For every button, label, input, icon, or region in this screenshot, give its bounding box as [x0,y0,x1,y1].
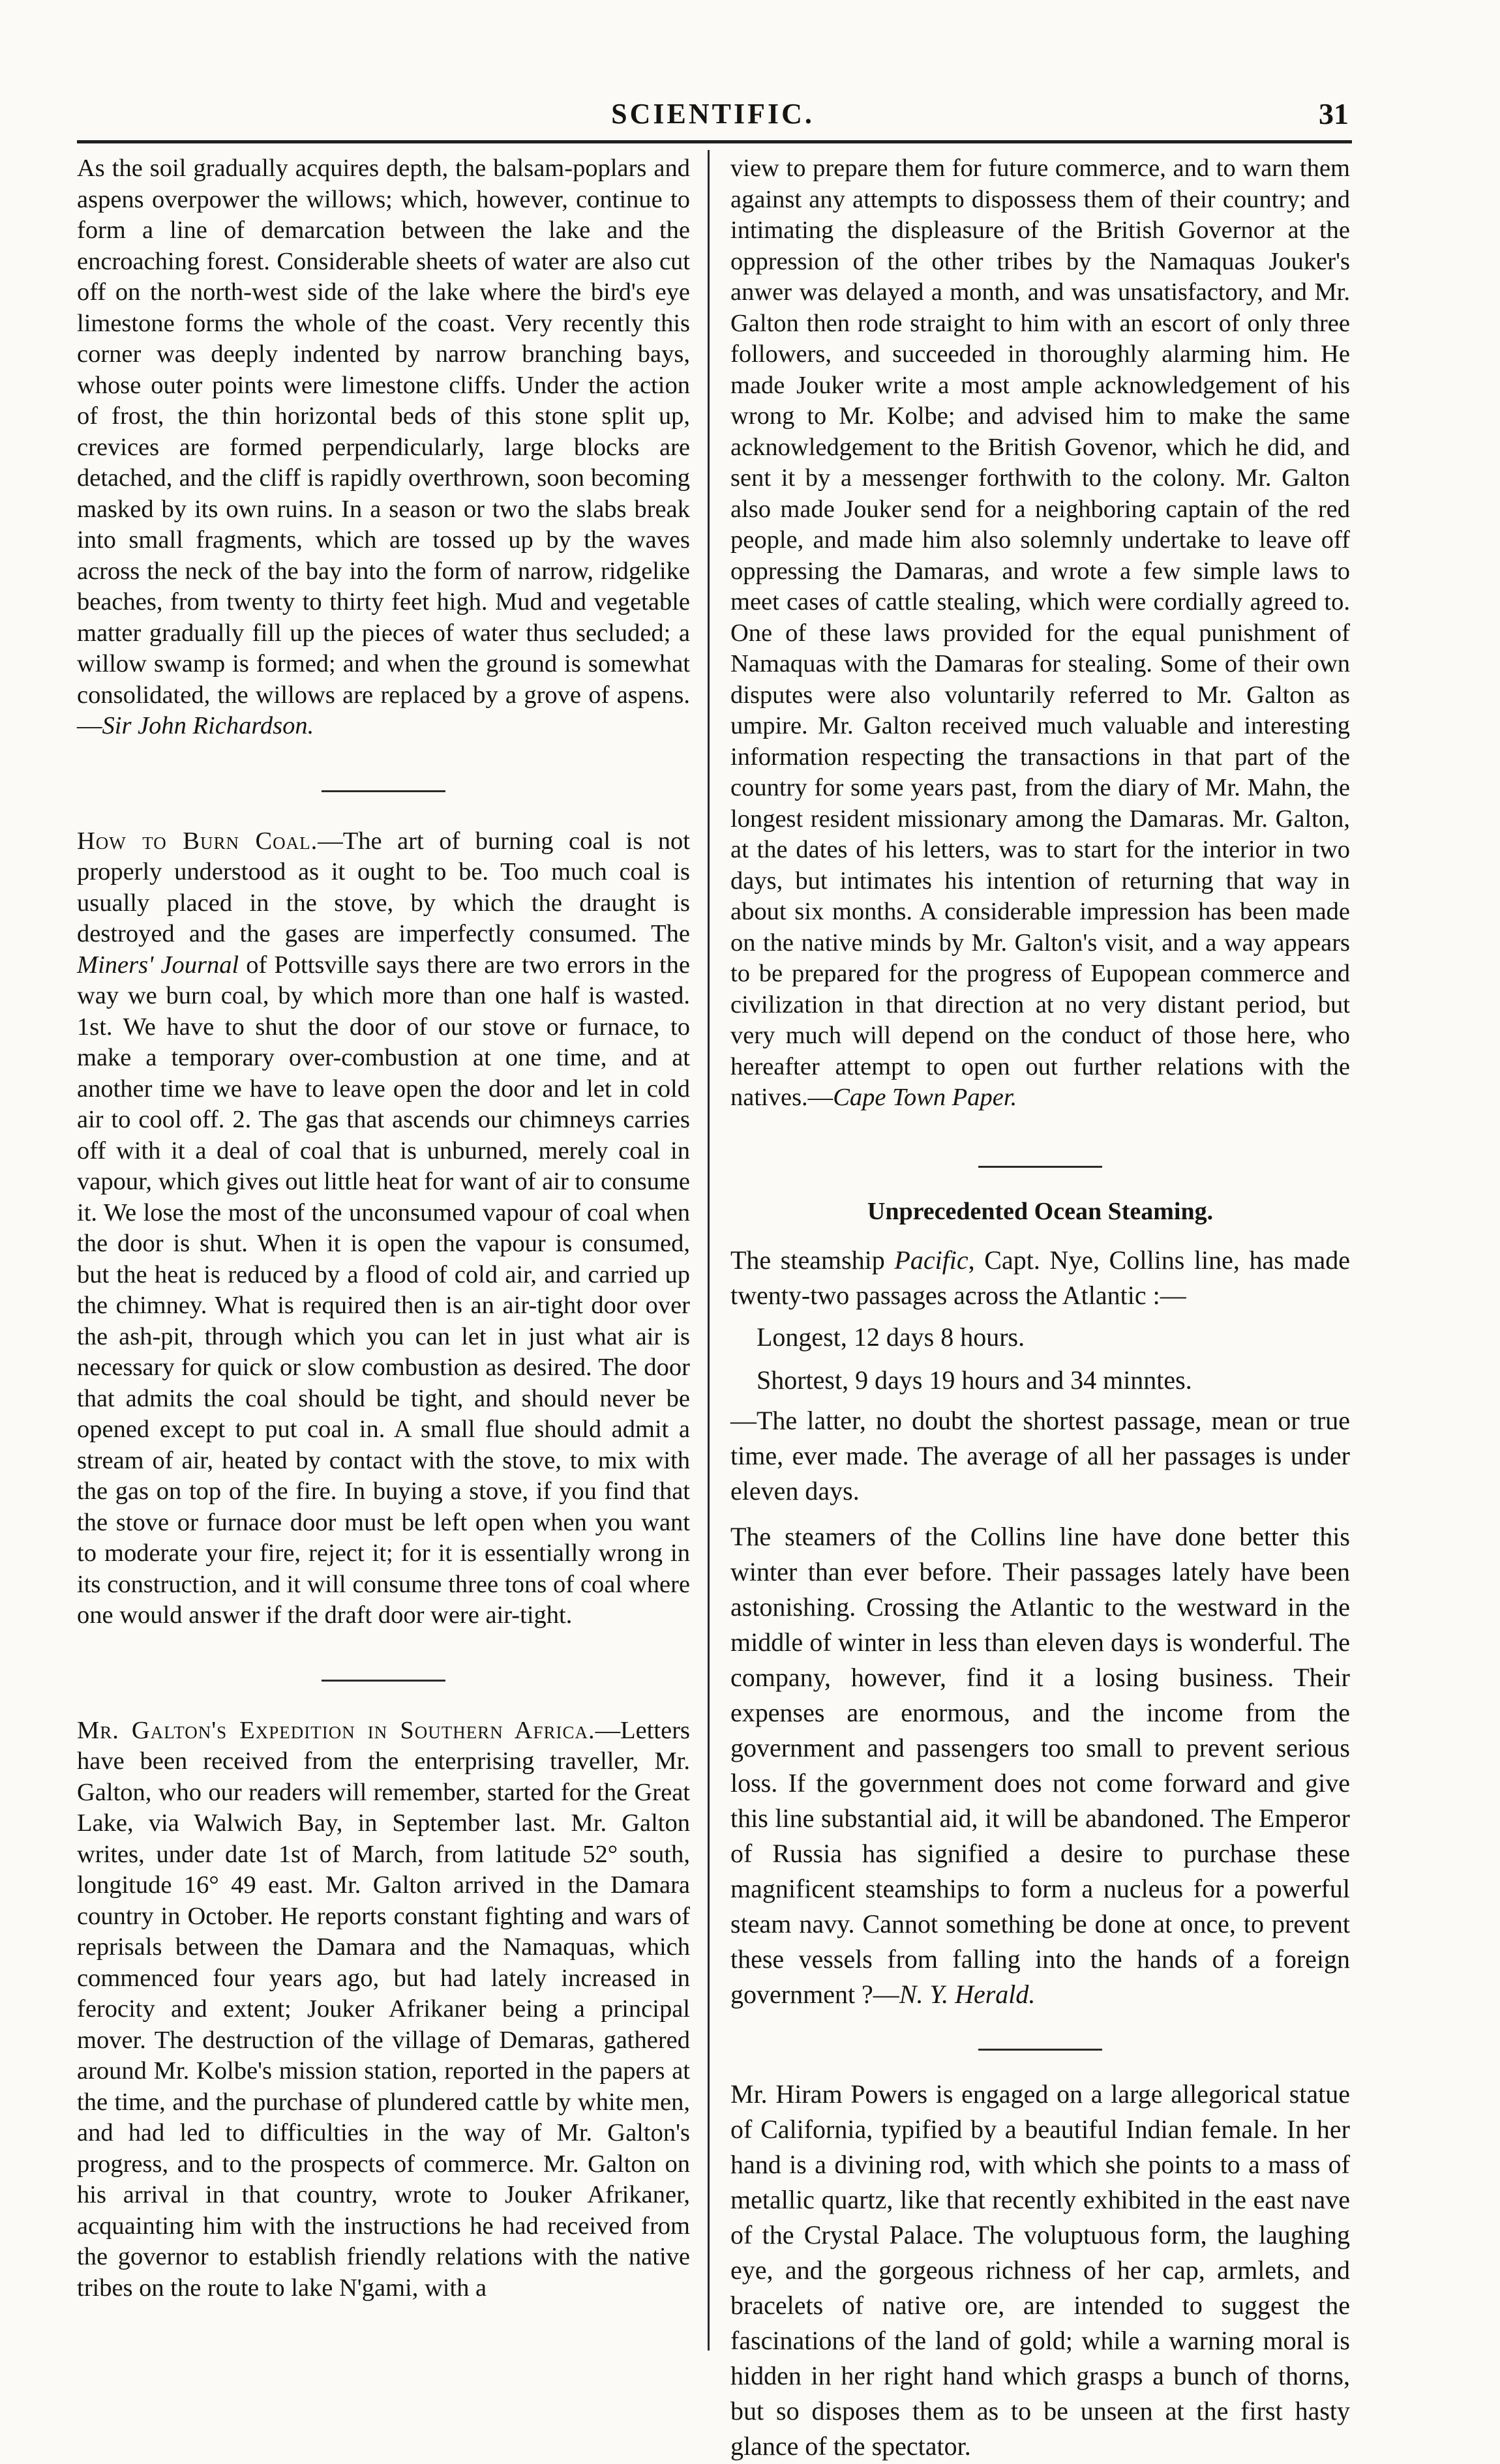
article-separator [978,2049,1102,2051]
right-column [730,153,1350,2464]
article-heading: How to Burn Coal. [77,827,318,855]
longest-passage: Longest, 12 days 8 hours. [757,1322,1025,1352]
article-hiram-powers [730,2077,1350,2464]
article-paragraph: Mr. Hiram Powers is engaged on a large allegorical statue of California, typified by a beautiful Indian female. In her hand is a divining rod, with which she points to a mass of metallic quartz, like that recently exhibited in the east nave of the Crystal Palace. The voluptuous form, the laughing eye, and the gorgeous richness of her cap, armlets, and bracelets of native ore, are intended to suggest the fascinations of the land of gold; while a warning moral is hidden in her right hand which grasps a bunch of thorns, but so disposes them as to be unseen at the first hasty glance of the spectator. [730,2079,1350,2461]
running-head: SCIENTIFIC. [611,98,815,130]
article-paragraph: view to prepare them for future commerce, and to warn them against any attempts to dispossess them of their country; and intimating the displeasure of the British Governor at the oppression of the other tribes by the Namaquas Jouker's anwer was delayed a month, and was unsatisfactory, and Mr. Galton then rode straight to him with an escort of only three followers, and succeeded in thoroughly alarming him. He made Jouker write a most ample acknowledgement of his wrong to Mr. Kolbe; and advised him to make the same acknowledgement to the British Govenor, which he did, and sent it by a messenger forthwith to the colony. Mr. Galton also made Jouker send for a neighboring captain of the red people, and made him also solemnly undertake to leave off oppressing the Damaras, and wrote a few simple laws to meet cases of cattle stealing, which were cordially agreed to. One of these laws provided for the equal punishment of Namaquas with the Damaras for stealing. Some of their own disputes were also voluntarily referred to Mr. Galton as umpire. Mr. Galton received much valuable and interesting information respecting the transactions in that part of the country for some years past, from the diary of Mr. Mahn, the longest resident missionary among the Damaras. Mr. Galton, at the dates of his letters, was to start for the interior in two days, but intimates his intention of returning that way in about six months. A considerable impression has been made on the native minds by Mr. Galton's visit, and a way appears to be prepared for the progress of Eupopean commerce and civilization in that direction at no very distant period, but very much will depend on the conduct of those here, who hereafter attempt to open out further relations with the natives.—Cape Town Paper. [730,155,1350,1111]
page-number: 31 [1319,97,1349,130]
article-paragraph: How to Burn Coal.—The art of burning coal is not properly understood as it ought to be. Too much coal is usually placed in the stove, by which the draught is destroyed and the gases are imperfectly consumed. The Miners' Journal of Pottsville says there are two errors in the way we burn coal, by which more than one half is wasted. 1st. We have to shut the door of our stove or furnace, to make a temporary over-combustion at one time, and at another time we have to leave open the door and let in cold air to cool off. 2. The gas that ascends our chimneys carries off with it a deal of coal that is unburned, merely coal in vapour, which gives out little heat for want of air to consume it. We lose the most of the unconsumed vapour of coal when the door is shut. When it is open the vapour is consumed, but the heat is reduced by a flood of cold air, and carried up the chimney. What is required then is an air-tight door over the ash-pit, through which you can let in just what air is necessary for quick or slow combustion as desired. The door that admits the coal should be tight, and should never be opened except to put coal in. A small flue should admit a stream of air, heated by contact with the stove, to mix with the gas on top of the fire. In buying a stove, if you find that the stove or furnace door must be left open when you want to moderate your fire, reject it; for it is essentially wrong in its construction, and it will consume three tons of coal where one would answer if the draft door were air-tight. [77,827,690,1629]
article-title: Unprecedented Ocean Steaming. [867,1197,1214,1225]
article-paragraph: The steamship Pacific, Capt. Nye, Collins line, has made twenty-two passages across the Atlantic :— [730,1245,1350,1310]
shortest-passage: Shortest, 9 days 19 hours and 34 minntes. [757,1365,1192,1395]
article-aspens [77,153,690,742]
article-separator [978,1166,1102,1168]
attribution: Cape Town Paper. [833,1084,1017,1111]
article-galton-expedition [77,1715,690,2304]
article-heading: Mr. Galton's Expedition in Southern Africa. [77,1716,595,1744]
attribution: Sir John Richardson. [102,712,314,739]
article-paragraph: —The latter, no doubt the shortest passage, mean or true time, ever made. The average of all her passages is under eleven days. [730,1406,1350,1506]
journal-name: Miners' Journal [77,951,239,979]
column-divider [708,150,710,2351]
article-burn-coal [77,826,690,1631]
article-separator [322,1680,445,1682]
page-header [77,91,1349,137]
article-ocean-steaming [730,1196,1350,2013]
article-paragraph: As the soil gradually acquires depth, the balsam-poplars and aspens overpower the willows; which, however, continue to form a line of demarcation between the lake and the encroaching forest. Considerable sheets of water are also cut off on the north-west side of the lake where the bird's eye limestone forms the whole of the coast. Very recently this corner was deeply indented by narrow branching bays, whose outer points were limestone cliffs. Under the action of frost, the thin horizontal beds of this stone split up, crevices are formed perpendicularly, large blocks are detached, and the cliff is rapidly overthrown, soon becoming masked by its own ruins. In a season or two the slabs break into small fragments, which are tossed up by the waves across the neck of the bay into the form of narrow, ridgelike beaches, from twenty to thirty feet high. Mud and vegetable matter gradually fill up the pieces of water thus secluded; a willow swamp is formed; and when the ground is somewhat consolidated, the willows are replaced by a grove of aspens.—Sir John Richardson. [77,155,690,739]
ship-name: Pacific [894,1245,968,1275]
article-galton-continued [730,153,1350,1114]
header-rule [77,140,1352,143]
attribution: N. Y. Herald. [899,1980,1036,2009]
left-column [77,153,690,2304]
article-paragraph: Mr. Galton's Expedition in Southern Africa.—Letters have been received from the enterprising traveller, Mr. Galton, who our readers will remember, started for the Great Lake, via Walwich Bay, in September last. Mr. Galton writes, under date 1st of March, from latitude 52° south, longitude 16° 49 east. Mr. Galton arrived in the Damara country in October. He reports constant fighting and wars of reprisals between the Damara and the Namaquas, which commenced four years ago, but had lately increased in ferocity and extent; Jouker Afrikaner being a principal mover. The destruction of the village of Demaras, gathered around Mr. Kolbe's mission station, reported in the papers at the time, and the purchase of plundered cattle by white men, and had led to difficulties in the way of Mr. Galton's progress, and to the prospects of commerce. Mr. Galton on his arrival in that country, wrote to Jouker Afrikaner, acquainting him with the instructions he had received from the governor to establish friendly relations with the native tribes on the route to lake N'gami, with a [77,1716,690,2302]
article-separator [322,790,445,792]
article-paragraph: The steamers of the Collins line have done better this winter than ever before. Their passages lately have been astonishing. Crossing the Atlantic to the westward in the middle of winter in less than eleven days is wonderful. The company, however, find it a losing business. Their expenses are enormous, and the income from the government and passengers too small to prevent serious loss. If the government does not come forward and give this line substantial aid, it will be abandoned. The Emperor of Russia has signified a desire to purchase these magnificent steamships to form a nucleus for a powerful steam navy. Cannot something be done at once, to prevent these vessels from falling into the hands of a foreign government ?—N. Y. Herald. [730,1522,1350,2009]
